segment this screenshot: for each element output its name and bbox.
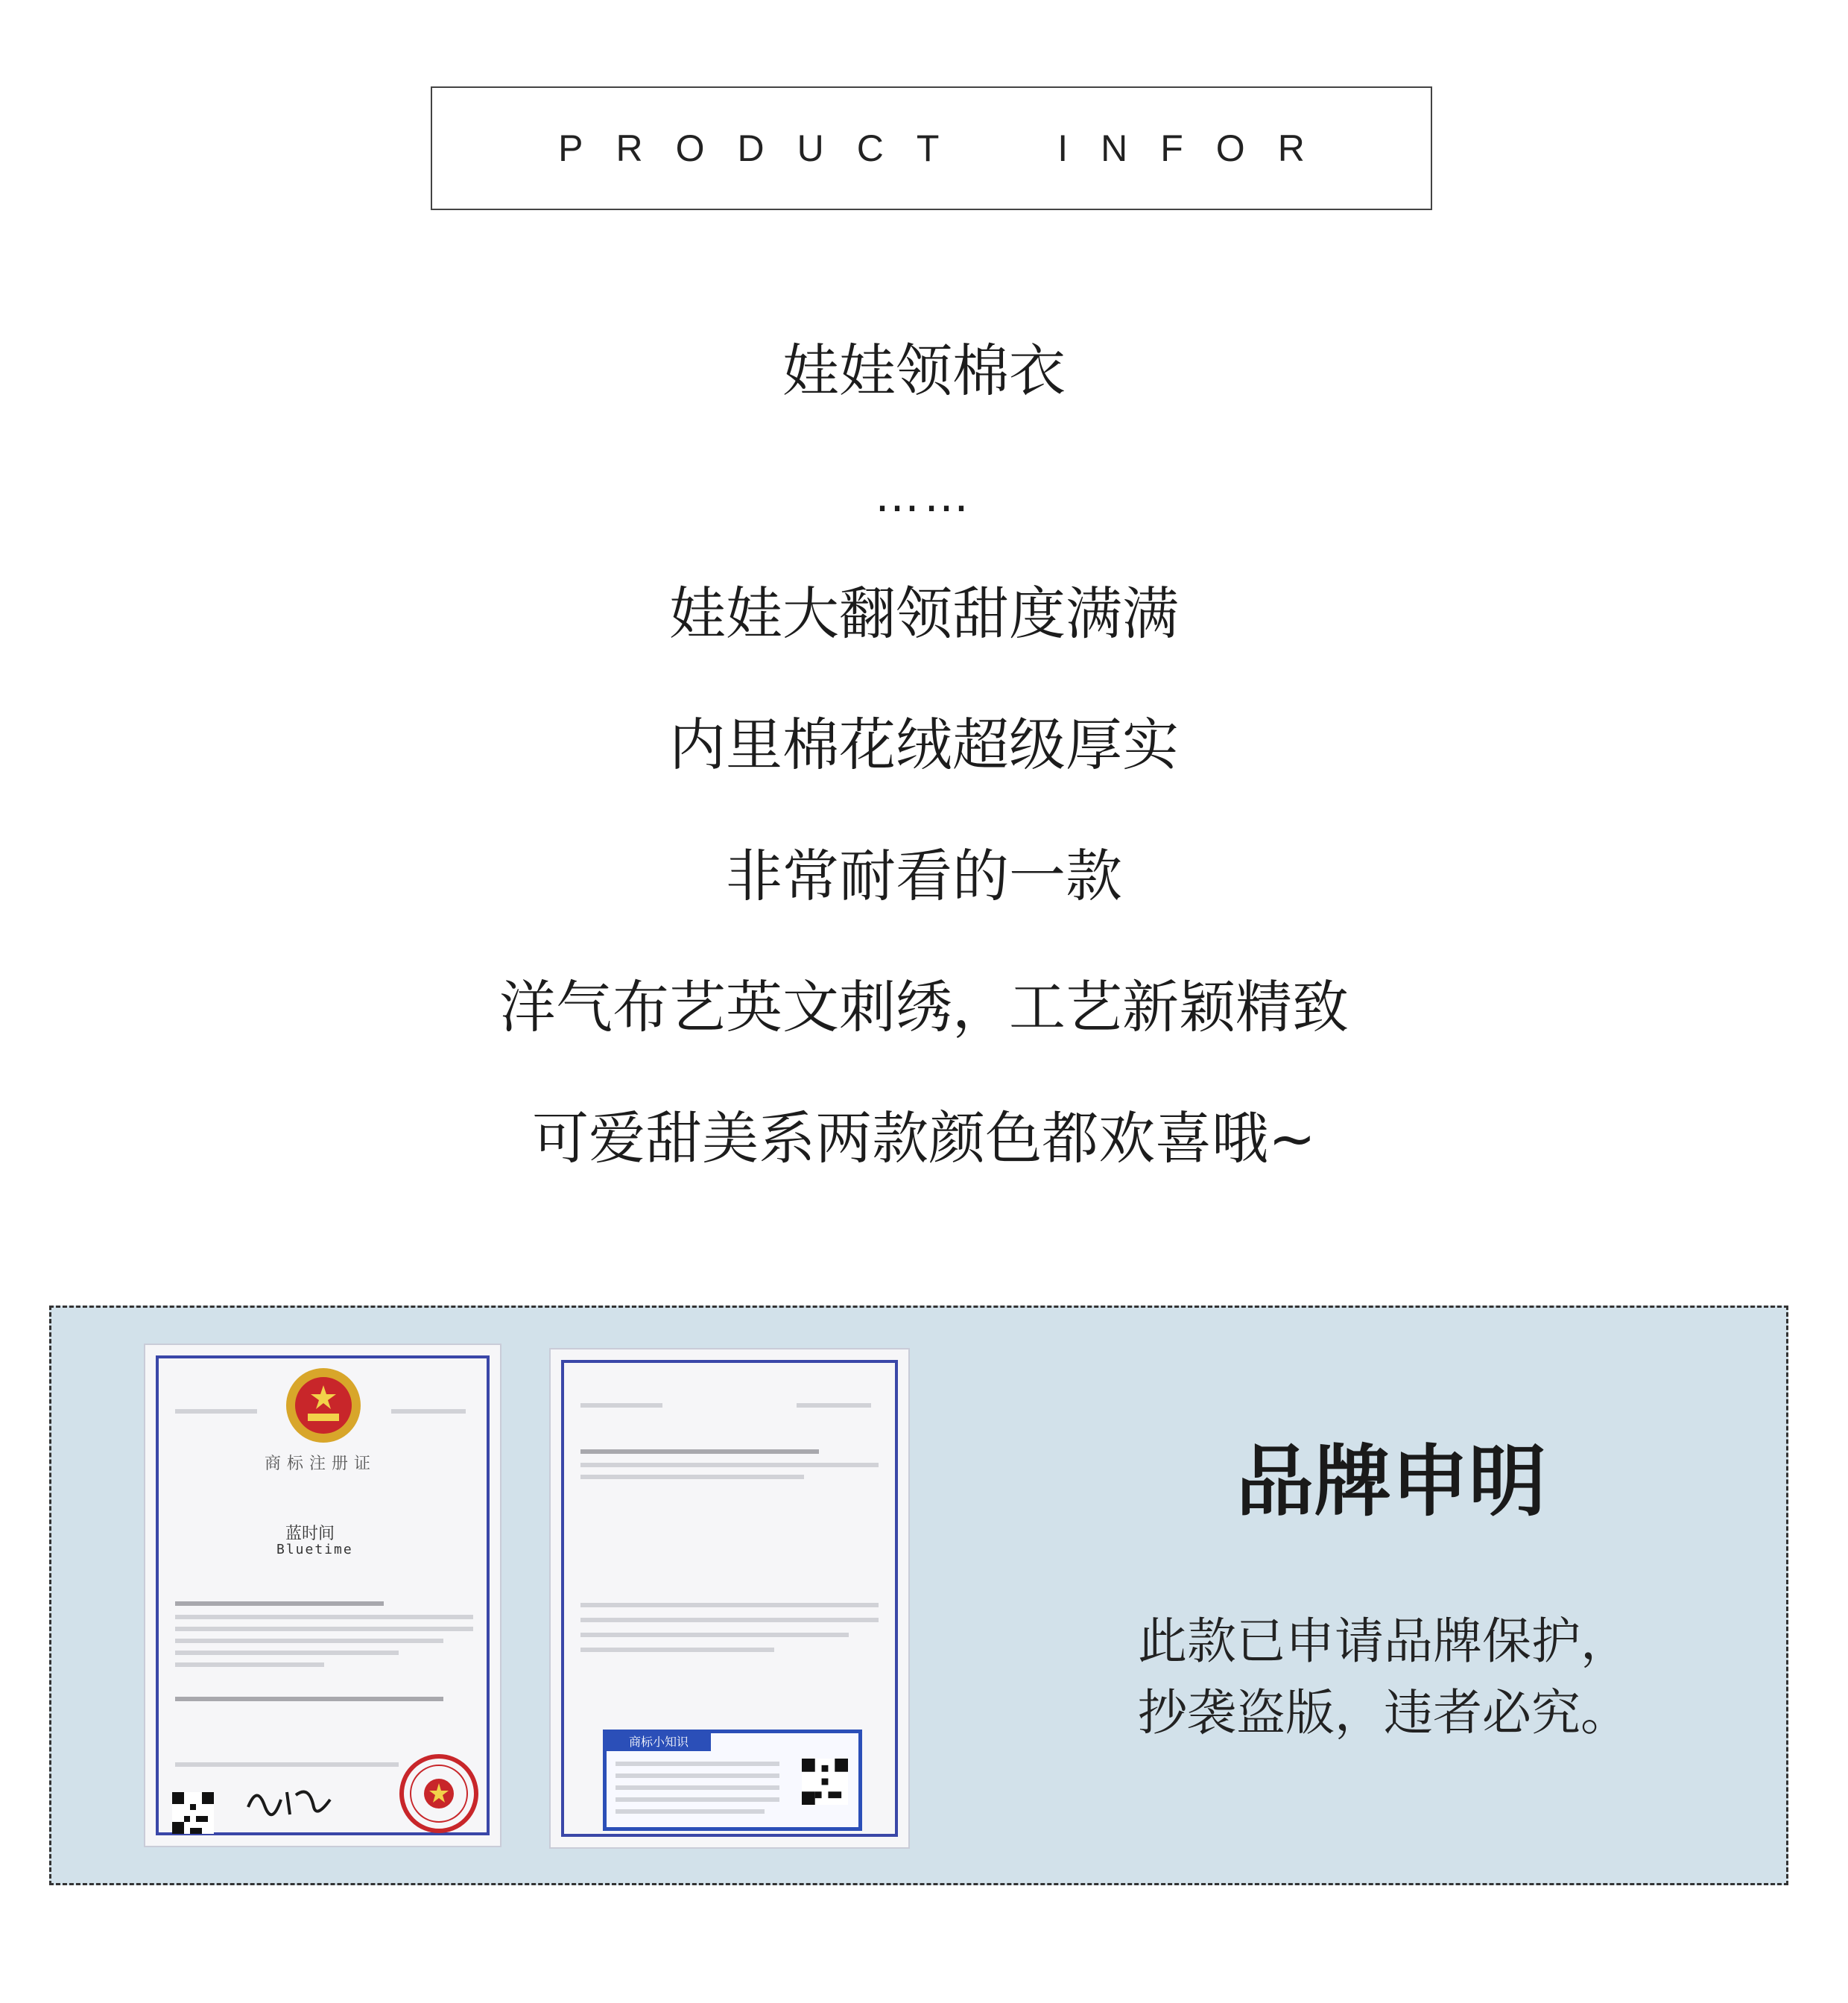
trademark-certificate-front bbox=[145, 1345, 500, 1846]
signature-mark bbox=[242, 1777, 339, 1822]
description-line-1: 娃娃大翻领甜度满满 bbox=[669, 580, 1179, 647]
product-description bbox=[0, 320, 1848, 1171]
product-title: 娃娃领棉衣 bbox=[782, 338, 1066, 404]
official-seal-icon bbox=[397, 1752, 481, 1835]
trademark-certificate-back bbox=[551, 1349, 908, 1847]
brand-statement-title: 品牌申明 bbox=[1236, 1436, 1547, 1527]
description-line-4: 洋气布艺英文刺绣，工艺新颖精致 bbox=[499, 974, 1349, 1040]
header-title: PRODUCT INFOR bbox=[558, 127, 1338, 169]
statement-line-1: 此款已申请品牌保护， bbox=[1138, 1613, 1630, 1670]
brand-statement-panel bbox=[49, 1306, 1788, 1885]
product-info-header bbox=[431, 86, 1432, 210]
national-emblem-icon bbox=[282, 1364, 364, 1446]
trademark-name-cn: 蓝时间 bbox=[285, 1525, 335, 1543]
trademark-notice-box bbox=[603, 1730, 862, 1831]
statement-line-2: 抄袭盗版，违者必究。 bbox=[1138, 1684, 1630, 1741]
qr-code-icon bbox=[802, 1759, 848, 1805]
brand-statement-text bbox=[1138, 1606, 1749, 1749]
trademark-name-en: Bluetime bbox=[276, 1542, 353, 1557]
description-line-2: 内里棉花绒超级厚实 bbox=[669, 712, 1179, 778]
separator-dots: …… bbox=[875, 470, 973, 522]
certificate-title: 商标注册证 bbox=[265, 1455, 377, 1473]
qr-code-icon bbox=[172, 1792, 214, 1834]
description-line-5: 可爱甜美系两款颜色都欢喜哦~ bbox=[532, 1105, 1316, 1171]
description-line-3: 非常耐看的一款 bbox=[726, 843, 1122, 909]
notice-title: 商标小知识 bbox=[607, 1733, 711, 1751]
